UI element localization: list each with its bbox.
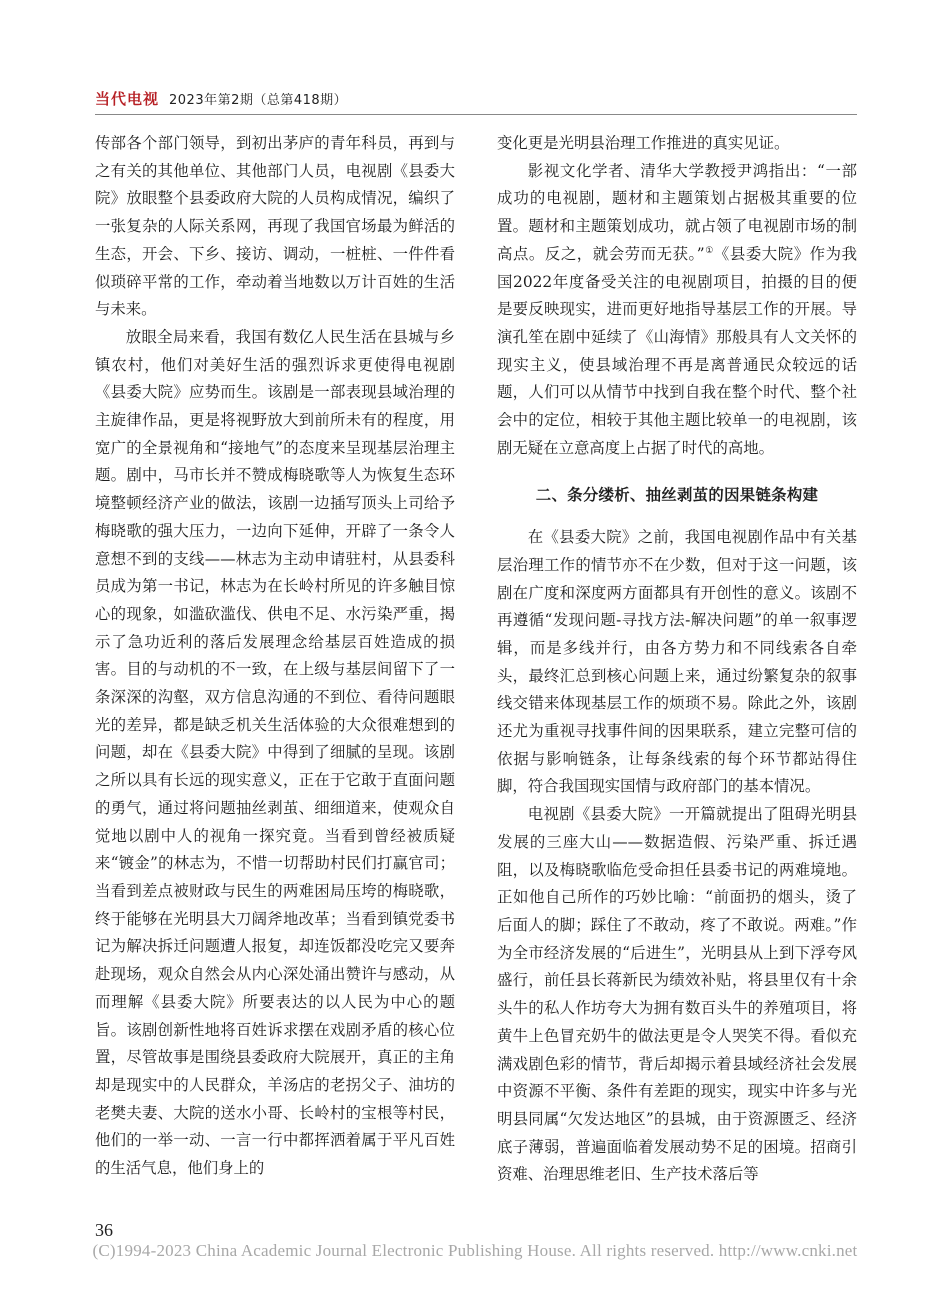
- paragraph: 放眼全局来看，我国有数亿人民生活在县城与乡镇农村，他们对美好生活的强烈诉求更使得电视剧《县委大院》应势而生。该剧是一部表现县域治理的主旋律作品，更是将视野放大到前所未有的程度，用宽广的全景视角和“接地气”的态度来呈现基层治理主题。剧中，马市长并不赞成梅晓歌等人为恢复生态环境整顿经济产业的做法，该剧一边插写顶头上司给予梅晓歌的强大压力，一边向下延伸，开辟了一条令人意想不到的支线——林志为主动申请驻村，从县委科员成为第一书记，林志为在长岭村所见的许多触目惊心的现象，如滥砍滥伐、供电不足、水污染严重，揭示了急功近利的落后发展理念给基层百姓造成的损害。目的与动机的不一致，在上级与基层间留下了一条深深的沟壑，双方信息沟通的不到位、看待问题眼光的差异，都是缺乏机关生活体验的大众很难想到的问题，却在《县委大院》中得到了细腻的呈现。该剧之所以具有长远的现实意义，正在于它敢于直面问题的勇气，通过将问题抽丝剥茧、细细道来，使观众自觉地以剧中人的视角一探究竟。当看到曾经被质疑来“镀金”的林志为，不惜一切帮助村民们打赢官司；当看到差点被财政与民生的两难困局压垮的梅晓歌，终于能够在光明县大刀阔斧地改革；当看到镇党委书记为解决拆迁问题遭人报复，却连饭都没吃完又要奔赴现场，观众自然会从内心深处涌出赞许与感动，从而理解《县委大院》所要表达的以人民为中心的题旨。该剧创新性地将百姓诉求摆在戏剧矛盾的核心位置，尽管故事是围绕县委政府大院展开，真正的主角却是现实中的人民群众，羊汤店的老拐父子、油坊的老樊夫妻、大院的送水小哥、长岭村的宝根等村民，他们的一举一动、一言一行中都挥洒着属于平凡百姓的生活气息，他们身上的: [95, 327, 455, 1178]
- paragraph: 电视剧《县委大院》一开篇就提出了阻碍光明县发展的三座大山——数据造假、污染严重、拆迁遇阻，以及梅晓歌临危受命担任县委书记的两难境地。正如他自己所作的巧妙比喻：“前面扔的烟头，烫了后面人的脚；踩住了不敢动，疼了不敢说。两难。”作为全市经济发展的“后进生”，光明县从上到下浮夸风盛行，前任县长蒋新民为绩效补贴，将县里仅有十余头牛的私人作坊夸大为拥有数百头牛的养殖项目，将黄牛上色冒充奶牛的做法更是令人哭笑不得。看似充满戏剧色彩的情节，背后却揭示着县域经济社会发展中资源不平衡、条件有差距的现实，现实中许多与光明县同属“欠发达地区”的县城，由于资源匮乏、经济底子薄弱，普遍面临着发展动势不足的困境。招商引资难、治理思维老旧、生产技术落后等: [497, 805, 857, 1184]
- issue-info: 2023年第2期（总第418期）: [169, 93, 348, 108]
- footnote-marker: ①: [704, 245, 714, 256]
- journal-name: 当代电视: [95, 90, 160, 108]
- paragraph-continued: 变化更是光明县治理工作推进的真实见证。: [497, 134, 790, 152]
- paragraph-continued: 传部各个部门领导，到初出茅庐的青年科员，再到与之有关的其他单位、其他部门人员，电视剧《县委大院》放眼整个县委政府大院的人员构成情况，编织了一张复杂的人际关系网，再现了我国官场最为鲜活的生态，开会、下乡、接访、调动，一桩桩、一件件看似琐碎平常的工作，牵动着当地数以万计百姓的生活与未来。: [95, 134, 455, 319]
- right-column: [497, 130, 857, 1189]
- quote-text: 影视文化学者、清华大学教授尹鸿指出：“一部成功的电视剧，题材和主题策划占据极其重要的位置。题材和主题策划成功，就占领了电视剧市场的制高点。反之，就会劳而无获。”: [497, 161, 857, 263]
- page-number: 36: [95, 1220, 113, 1240]
- header-rule: [95, 114, 857, 115]
- section-heading: 二、条分缕析、抽丝剥茧的因果链条构建: [535, 486, 819, 505]
- running-header: [95, 88, 347, 112]
- left-column: [95, 130, 455, 1183]
- quote-followup: 《县委大院》作为我国2022年度备受关注的电视剧项目，拍摄的目的便是要反映现实，进而更好地指导基层工作的开展。导演孔笙在剧中延续了《山海情》那般具有人文关怀的现实主义，使县域治理不再是离普通民众较远的话题，人们可以从情节中找到自我在整个时代、整个社会中的定位，相较于其他主题比较单一的电视剧，该剧无疑在立意高度上占据了时代的高地。: [497, 244, 857, 457]
- paragraph: 在《县委大院》之前，我国电视剧作品中有关基层治理工作的情节亦不在少数，但对于这一问题，该剧在广度和深度两方面都具有开创性的意义。该剧不再遵循“发现问题-寻找方法-解决问题”的单一叙事逻辑，而是多线并行，由各方势力和不同线索各自牵头，最终汇总到核心问题上来，通过纷繁复杂的叙事线交错来体现基层工作的烦琐不易。除此之外，该剧还尤为重视寻找事件间的因果联系，建立完整可信的依据与影响链条，让每条线索的每个环节都站得住脚，符合我国现实国情与政府部门的基本情况。: [497, 528, 857, 796]
- copyright-watermark: (C)1994-2023 China Academic Journal Electronic Publishing House. All rights reserved. http://www.cnki.net: [92, 1241, 858, 1260]
- paragraph-quote: [497, 158, 857, 463]
